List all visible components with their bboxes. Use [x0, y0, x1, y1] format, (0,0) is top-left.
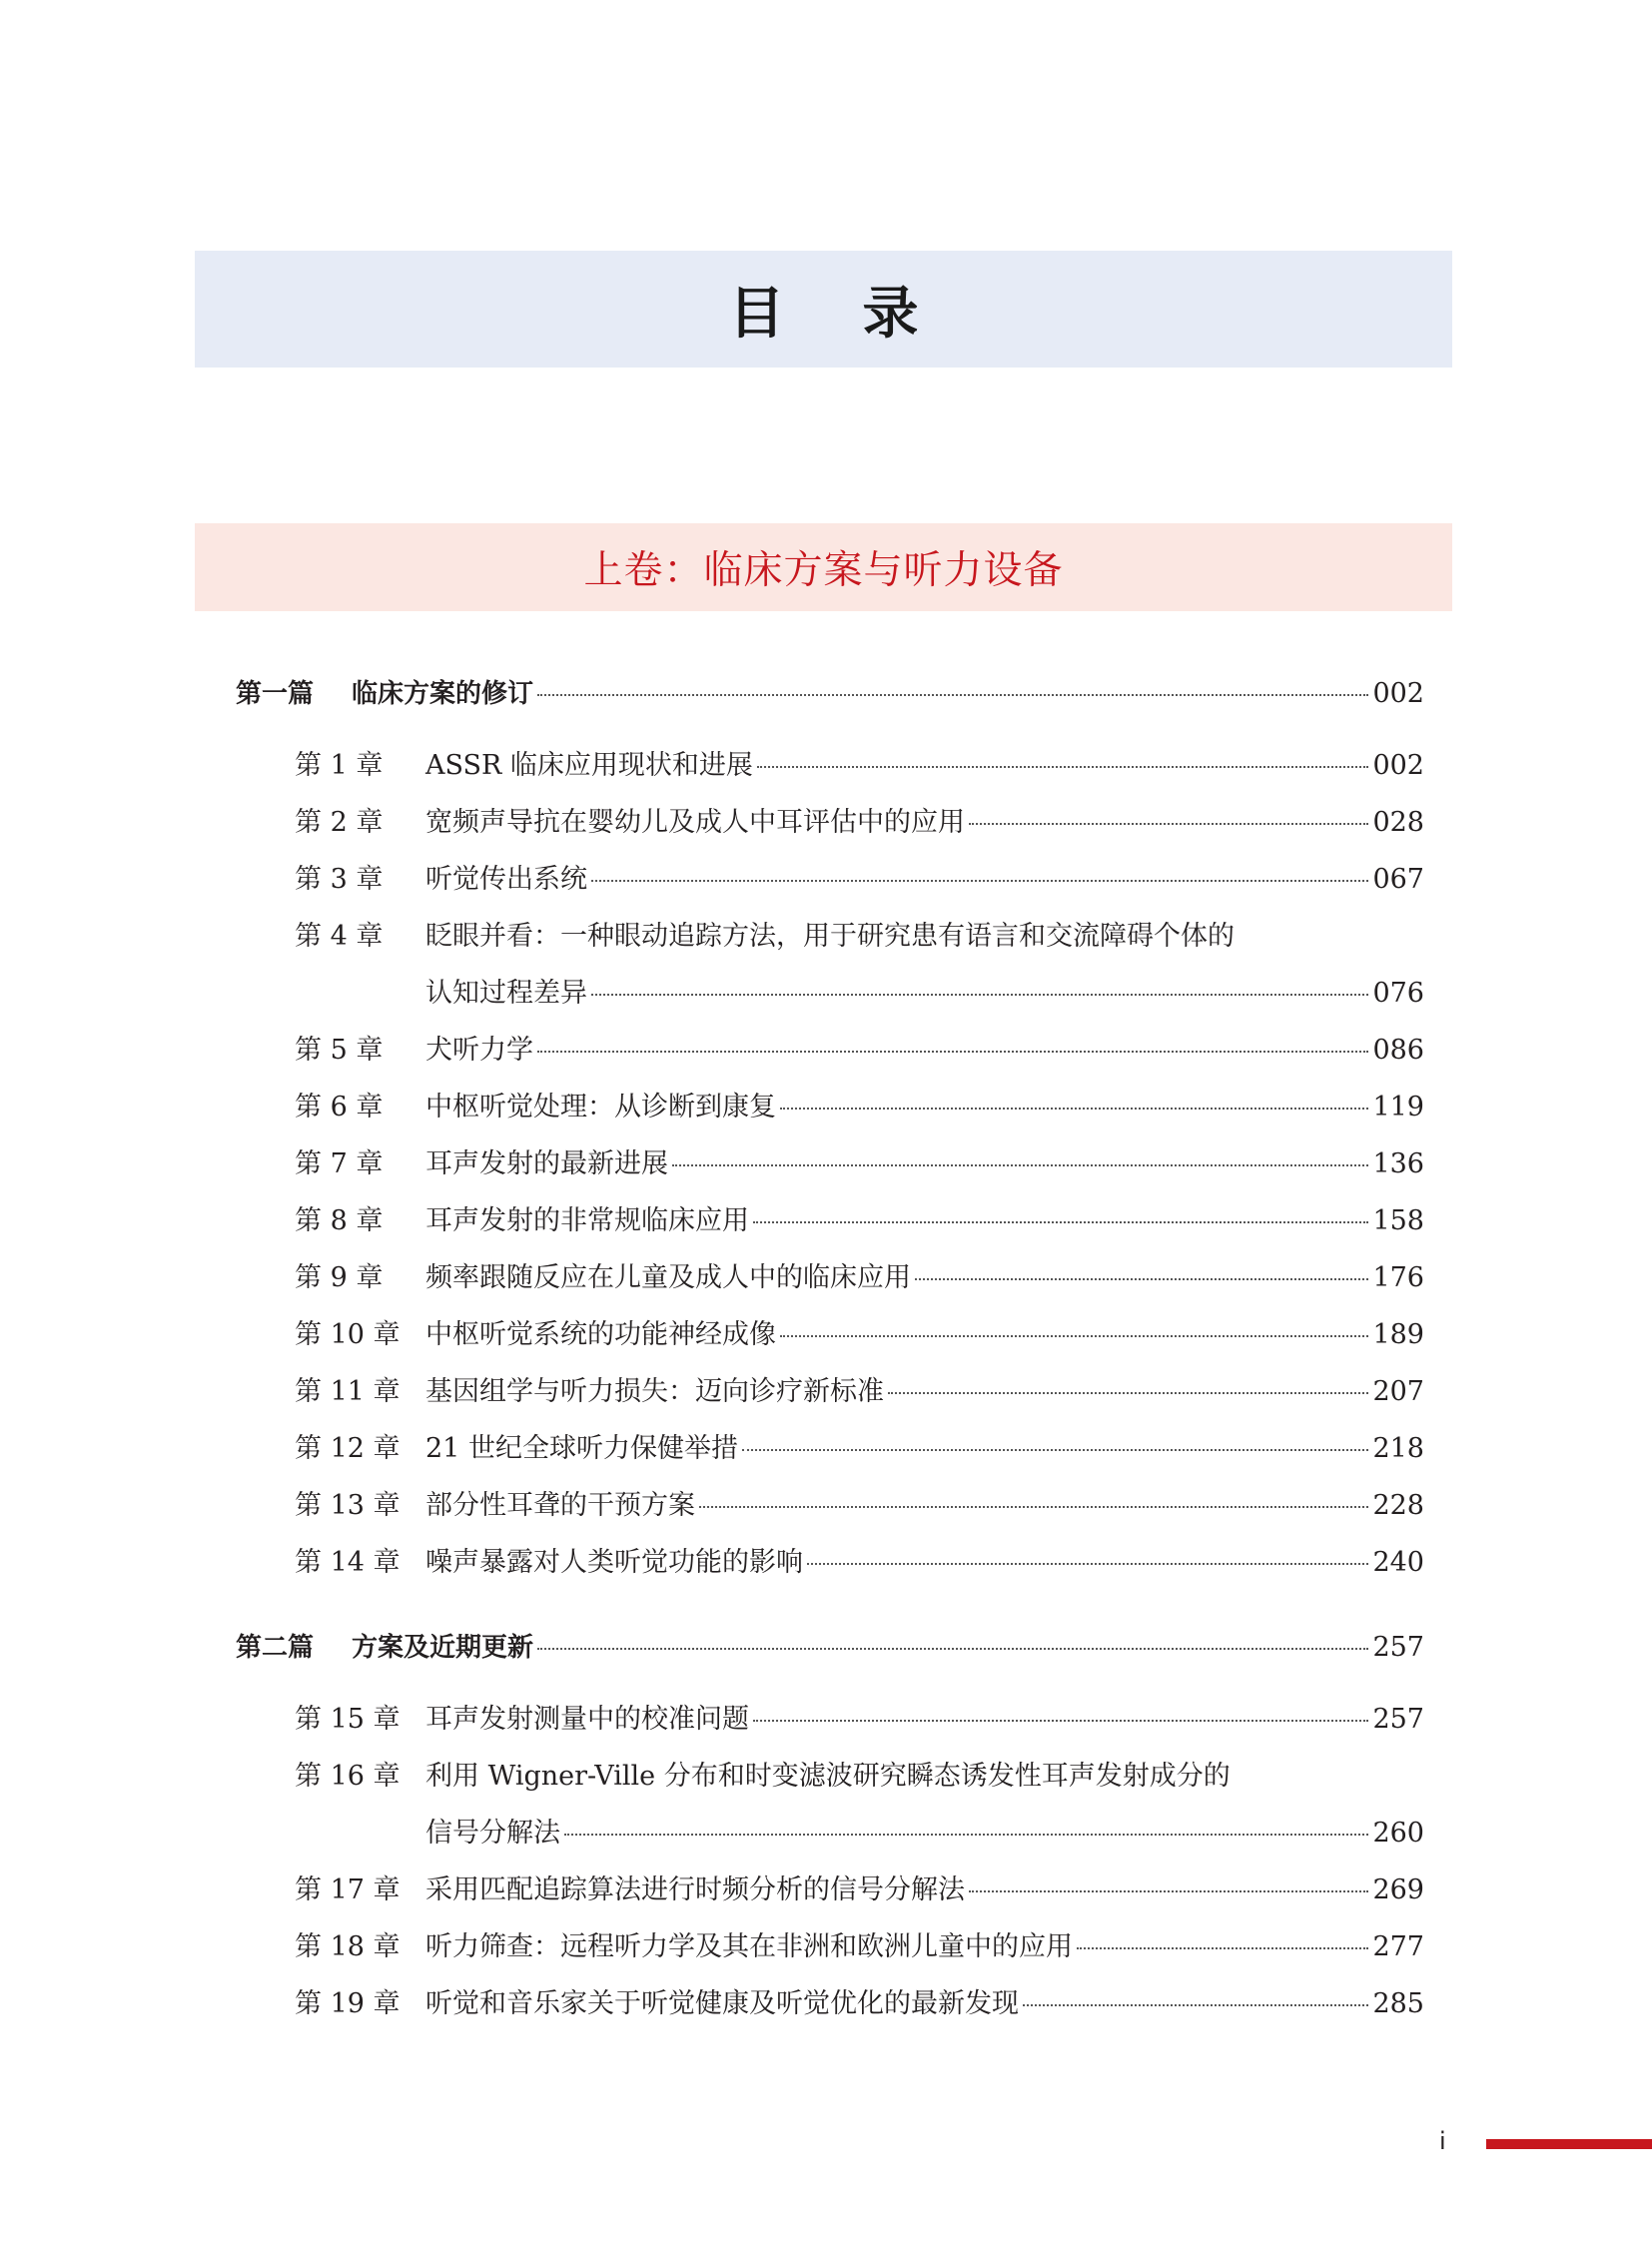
toc-chapter-entry[interactable] — [295, 1872, 1424, 1908]
dot-leader — [537, 1648, 1368, 1650]
chapter-label: 第 9 章 — [295, 1262, 384, 1293]
chapter-title: 听觉传出系统 — [425, 864, 587, 895]
chapter-title: 采用匹配追踪算法进行时频分析的信号分解法 — [425, 1874, 965, 1905]
page-number: 240 — [1372, 1547, 1424, 1578]
chapter-label: 第 7 章 — [295, 1148, 384, 1179]
dot-leader — [564, 1834, 1368, 1836]
page-number: 228 — [1372, 1490, 1424, 1521]
toc-chapter-entry[interactable] — [295, 1033, 1424, 1069]
dot-leader — [757, 766, 1369, 768]
chapter-title: 中枢听觉系统的功能神经成像 — [425, 1319, 776, 1350]
page-number: 207 — [1372, 1376, 1424, 1407]
dot-leader — [969, 1890, 1368, 1892]
toc-chapter-entry[interactable] — [295, 1374, 1424, 1410]
dot-leader — [780, 1335, 1368, 1337]
part-title: 方案及近期更新 — [352, 1633, 534, 1663]
chapter-label: 第 8 章 — [295, 1205, 384, 1236]
page-number: 285 — [1372, 1988, 1424, 2019]
chapter-title: 基因组学与听力损失：迈向诊疗新标准 — [425, 1376, 884, 1407]
page-number: 067 — [1372, 864, 1424, 895]
dot-leader — [888, 1392, 1368, 1394]
chapter-label: 第 11 章 — [295, 1376, 401, 1407]
page-number: 257 — [1372, 1704, 1424, 1735]
dot-leader — [780, 1108, 1368, 1110]
toc-chapter-entry[interactable] — [295, 1488, 1424, 1524]
chapter-title: 部分性耳聋的干预方案 — [425, 1490, 695, 1521]
page-number: 218 — [1372, 1433, 1424, 1464]
chapter-title: 频率跟随反应在儿童及成人中的临床应用 — [425, 1262, 911, 1293]
chapter-label: 第 18 章 — [295, 1931, 401, 1962]
toc-chapter-entry[interactable] — [295, 1702, 1424, 1738]
chapter-title: 听觉和音乐家关于听觉健康及听觉优化的最新发现 — [425, 1988, 1019, 2019]
dot-leader — [591, 994, 1368, 996]
chapter-title: 中枢听觉处理：从诊断到康复 — [425, 1092, 776, 1122]
toc-chapter-entry[interactable] — [295, 1986, 1424, 2022]
folio-accent-bar — [1486, 2139, 1652, 2149]
dot-leader — [699, 1506, 1368, 1508]
chapter-title: 宽频声导抗在婴幼儿及成人中耳评估中的应用 — [425, 807, 965, 838]
chapter-label: 第 1 章 — [295, 750, 384, 781]
chapter-label: 第 19 章 — [295, 1988, 401, 2019]
dot-leader — [807, 1563, 1368, 1565]
chapter-label: 第 15 章 — [295, 1704, 401, 1735]
page-number: 176 — [1372, 1262, 1424, 1293]
toc-part-entry[interactable] — [236, 1630, 1424, 1666]
toc-title: 目 录 — [728, 280, 919, 347]
toc-chapter-entry[interactable] — [295, 1090, 1424, 1125]
chapter-label: 第 4 章 — [295, 921, 384, 952]
toc-chapter-entry[interactable] — [295, 805, 1424, 841]
page-number: 076 — [1372, 978, 1424, 1009]
chapter-title: ASSR 临床应用现状和进展 — [425, 750, 753, 781]
toc-chapter-entry[interactable] — [295, 748, 1424, 784]
chapter-title: 听力筛查：远程听力学及其在非洲和欧洲儿童中的应用 — [425, 1931, 1073, 1962]
toc-chapter-entry[interactable] — [295, 919, 1424, 955]
chapter-title: 利用 Wigner-Ville 分布和时变滤波研究瞬态诱发性耳声发射成分的 — [425, 1761, 1231, 1792]
page-number: 028 — [1372, 807, 1424, 838]
toc-chapter-entry[interactable] — [295, 1146, 1424, 1182]
dot-leader — [537, 1051, 1368, 1053]
dot-leader — [537, 694, 1368, 696]
page-number: 158 — [1372, 1205, 1424, 1236]
toc-title-banner — [195, 251, 1452, 368]
chapter-label: 第 2 章 — [295, 807, 384, 838]
chapter-label: 第 6 章 — [295, 1092, 384, 1122]
chapter-title: 噪声暴露对人类听觉功能的影响 — [425, 1547, 803, 1578]
chapter-label: 第 5 章 — [295, 1035, 384, 1066]
chapter-title: 耳声发射的非常规临床应用 — [425, 1205, 749, 1236]
chapter-title: 耳声发射测量中的校准问题 — [425, 1704, 749, 1735]
dot-leader — [969, 823, 1368, 825]
folio-page-number: i — [1439, 2127, 1446, 2155]
toc-chapter-entry[interactable] — [295, 1759, 1424, 1795]
page-number: 277 — [1372, 1931, 1424, 1962]
chapter-label: 第 3 章 — [295, 864, 384, 895]
dot-leader — [742, 1449, 1369, 1451]
chapter-label: 第 12 章 — [295, 1433, 401, 1464]
toc-chapter-entry[interactable] — [295, 1545, 1424, 1581]
dot-leader — [1023, 2004, 1368, 2006]
chapter-label: 第 13 章 — [295, 1490, 401, 1521]
chapter-title: 耳声发射的最新进展 — [425, 1148, 668, 1179]
toc-chapter-entry[interactable] — [295, 1317, 1424, 1353]
volume-banner — [195, 523, 1452, 611]
toc-chapter-entry[interactable] — [295, 1431, 1424, 1467]
page-number: 257 — [1372, 1632, 1424, 1663]
page-number: 119 — [1372, 1092, 1424, 1122]
page-number: 260 — [1372, 1818, 1424, 1849]
chapter-title-continuation: 信号分解法 — [425, 1818, 560, 1849]
dot-leader — [1077, 1947, 1368, 1949]
dot-leader — [753, 1720, 1368, 1722]
dot-leader — [672, 1164, 1368, 1166]
page-number: 002 — [1372, 678, 1424, 709]
dot-leader — [915, 1278, 1368, 1280]
part-label: 第一篇 — [236, 679, 315, 709]
dot-leader — [753, 1221, 1368, 1223]
volume-title: 上卷：临床方案与听力设备 — [583, 548, 1064, 593]
chapter-label: 第 17 章 — [295, 1874, 401, 1905]
toc-chapter-entry-continuation[interactable] — [425, 1816, 1424, 1852]
toc-chapter-entry[interactable] — [295, 1203, 1424, 1239]
chapter-label: 第 14 章 — [295, 1547, 401, 1578]
chapter-title: 眨眼并看：一种眼动追踪方法，用于研究患有语言和交流障碍个体的 — [425, 921, 1235, 952]
chapter-label: 第 10 章 — [295, 1319, 401, 1350]
chapter-title: 犬听力学 — [425, 1035, 533, 1066]
dot-leader — [591, 880, 1368, 882]
chapter-label: 第 16 章 — [295, 1761, 401, 1792]
page-number: 002 — [1372, 750, 1424, 781]
page-number: 136 — [1372, 1148, 1424, 1179]
chapter-title: 21 世纪全球听力保健举措 — [425, 1433, 738, 1464]
part-label: 第二篇 — [236, 1633, 315, 1663]
page-number: 086 — [1372, 1035, 1424, 1066]
page-number: 189 — [1372, 1319, 1424, 1350]
part-title: 临床方案的修订 — [352, 679, 534, 709]
page-number: 269 — [1372, 1874, 1424, 1905]
toc-chapter-entry[interactable] — [295, 862, 1424, 898]
toc-chapter-entry[interactable] — [295, 1260, 1424, 1296]
chapter-title-continuation: 认知过程差异 — [425, 978, 587, 1009]
toc-chapter-entry[interactable] — [295, 1929, 1424, 1965]
toc-chapter-entry-continuation[interactable] — [425, 976, 1424, 1012]
toc-part-entry[interactable] — [236, 676, 1424, 712]
